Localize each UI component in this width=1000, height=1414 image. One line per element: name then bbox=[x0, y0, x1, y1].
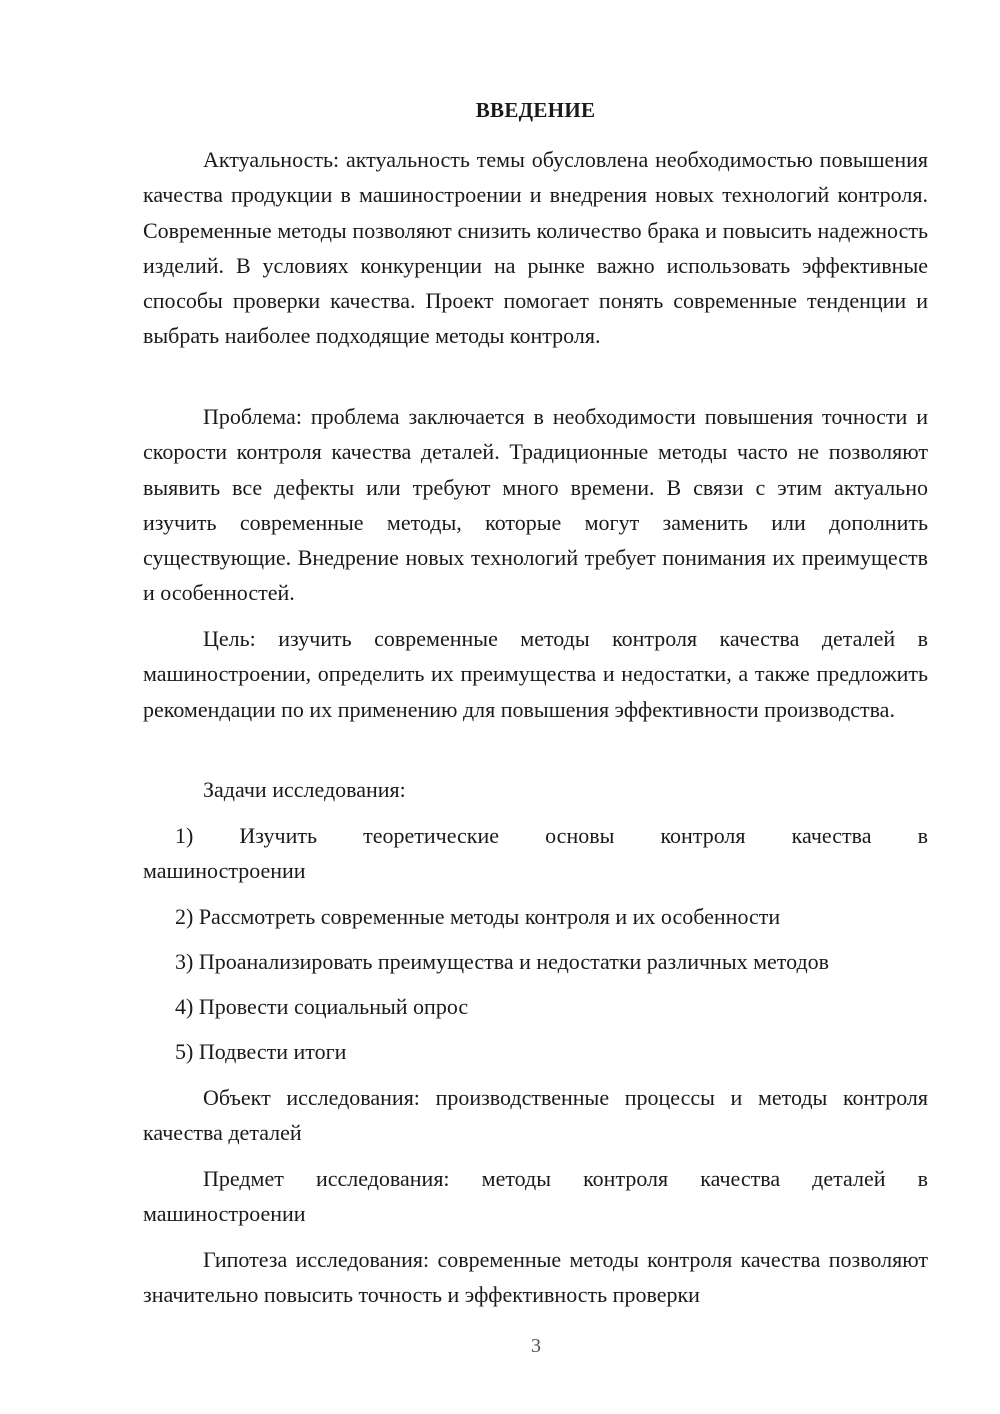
task-item-1-word: теоретические bbox=[363, 823, 500, 848]
task-item-4: 4) Провести социальный опрос bbox=[175, 994, 469, 1019]
paragraph-problem: Проблема: проблема заключается в необходимости повышения точности и скорости контроля качества деталей. Традиционные методы часто не позволяют выявить все дефекты или требуют много времени. В связи с этим актуально изучить современные методы, которые могут заменить или дополнить существующие. Внедрение новых технологий требует понимания их преимуществ и особенностей. bbox=[143, 404, 928, 606]
page-number: 3 bbox=[531, 1335, 541, 1357]
tasks-title: Задачи исследования: bbox=[203, 777, 406, 802]
task-item-1-word: Изучить bbox=[239, 823, 318, 848]
task-item-1-continuation: машиностроении bbox=[143, 858, 306, 884]
page-title: ВВЕДЕНИЕ bbox=[475, 98, 596, 122]
task-item-1-word: основы bbox=[545, 823, 615, 848]
paragraph-subject: Предмет исследования: методы контроля качества деталей в машиностроении bbox=[143, 1166, 928, 1227]
task-item-3: 3) Проанализировать преимущества и недостатки различных методов bbox=[175, 949, 830, 974]
task-item-1-word: качества bbox=[791, 823, 872, 848]
paragraph-hypothesis: Гипотеза исследования: современные методы контроля качества позволяют значительно повысить точность и эффективность проверки bbox=[143, 1247, 928, 1308]
task-item-1-word: в bbox=[917, 823, 928, 848]
paragraph-goal: Цель: изучить современные методы контроля качества деталей в машиностроении, определить их преимущества и недостатки, а также предложить рекомендации по их применению для повышения эффективности производства. bbox=[143, 626, 928, 722]
task-item-1 bbox=[143, 818, 928, 889]
paragraph-actuality: Актуальность: актуальность темы обусловлена необходимостью повышения качества продукции в машиностроении и внедрения новых технологий контроля. Современные методы позволяют снизить количество брака и повысить надежность изделий. В условиях конкуренции на рынке важно использовать эффективные способы проверки качества. Проект помогает понять современные тенденции и выбрать наиболее подходящие методы контроля. bbox=[143, 147, 928, 349]
task-item-2: 2) Рассмотреть современные методы контроля и их особенности bbox=[175, 904, 781, 929]
task-item-5: 5) Подвести итоги bbox=[175, 1039, 347, 1064]
task-item-1-word: контроля bbox=[660, 823, 746, 848]
paragraph-object: Объект исследования: производственные процессы и методы контроля качества деталей bbox=[143, 1085, 928, 1146]
task-item-1-first-line bbox=[143, 818, 928, 853]
task-item-1-word: 1) bbox=[175, 823, 194, 848]
